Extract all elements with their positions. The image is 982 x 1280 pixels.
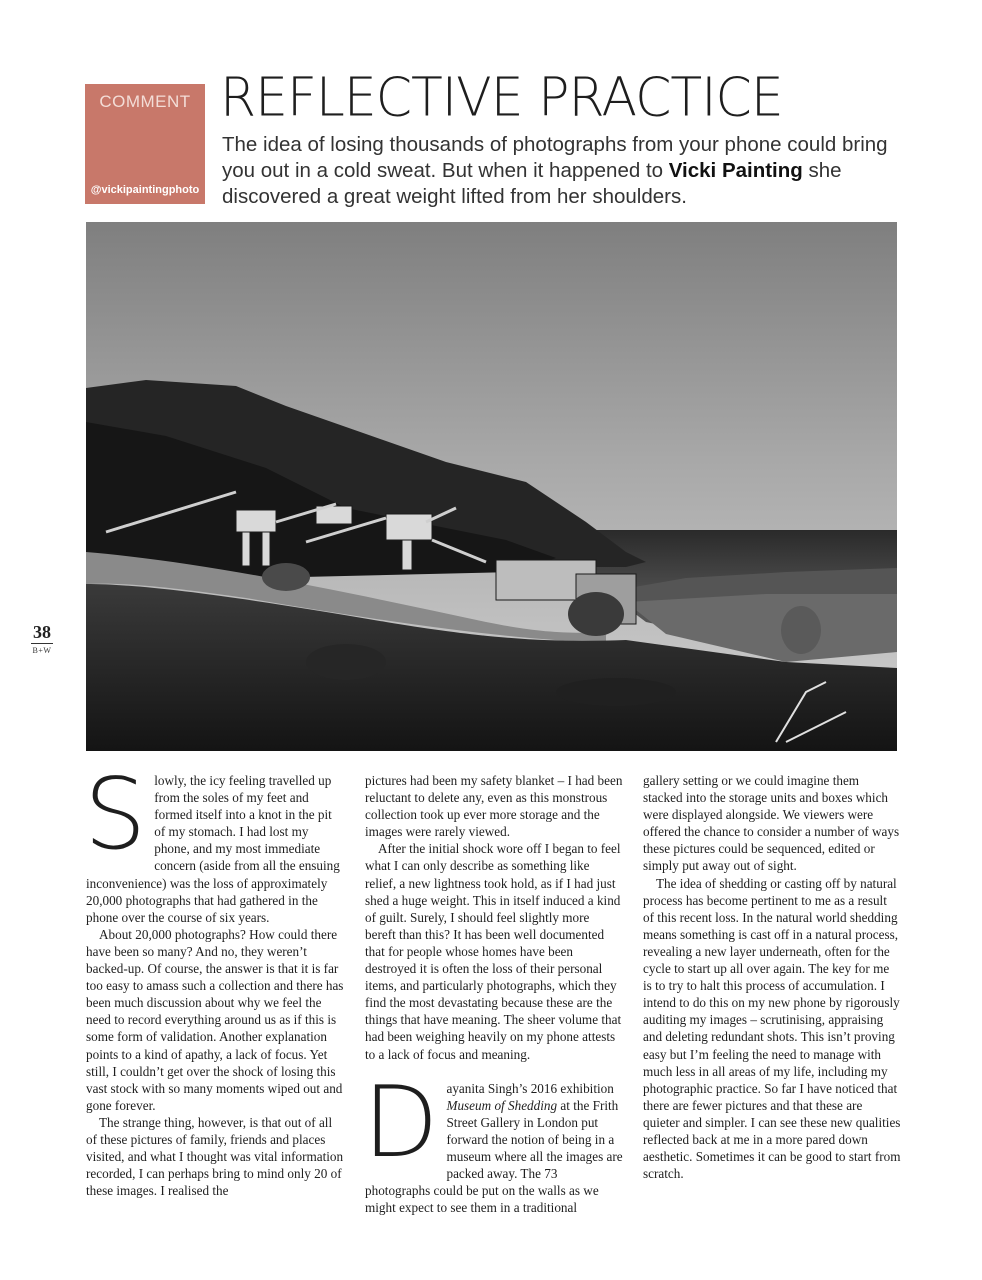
drop-cap: D [363, 1065, 439, 1180]
drop-cap: S [84, 758, 147, 872]
folio-rule [31, 643, 53, 644]
body-column-2 [365, 772, 623, 1216]
page-folio [30, 622, 54, 655]
paragraph: pictures had been my safety blanket – I had been reluctant to delete any, even as this monstrous collection took up ever more storage and the images were rarely viewed. [365, 773, 623, 840]
section-tag [85, 84, 205, 204]
paragraph: Slowly, the icy feeling travelled up from the soles of my feet and formed itself into a knot in the pit of my stomach. I had lost my phone, and my most immediate concern (aside from all the ensuing inconvenience) was the loss of approximately 20,000 photographs that had gathered in the phone over the course of six years. [84, 758, 340, 925]
body-column-3 [643, 772, 901, 1182]
standfirst-tail: she discovered a great weight lifted from her shoulders. [222, 159, 842, 208]
paragraph: About 20,000 photographs? How could there have been so many? And no, they weren’t backed-up. Of course, the answer is that it is far too easy to amass such a collection and there has been much discussion about why we feel the need to record everything around us as if this is some form of validation. Another explanation points to a kind of apathy, a lack of focus. Yet still, I couldn’t get over the shock of losing this vast stock with so many moments wiped out and gone forever. [86, 926, 344, 1113]
paragraph: After the initial shock wore off I began to feel what I can only describe as something like relief, a new lightness took hold, as if I had just shed a huge weight. This in itself induced a kind of guilt. Surely, I should feel slightly more bereft than this? It has been well documented that for people whose homes have been destroyed it is often the loss of their personal items, and particularly photographs, which they find the most devastating because these are the things that have meaning. The sheer volume that had been weighing heavily on my phone attests to a lack of focus and meaning. [365, 841, 622, 1062]
page-number: 38 [33, 622, 51, 642]
exhibition-title: Museum of Shedding [446, 1097, 558, 1113]
section-label: COMMENT [99, 92, 191, 111]
quarry-photograph [86, 222, 897, 751]
magazine-mark: B+W [32, 646, 52, 655]
social-handle: @vickipaintingphoto [90, 184, 200, 196]
paragraph: gallery setting or we could imagine them stacked into the storage units and boxes which were displayed alongside. We viewers were offered the chance to consider a number of ways these pictures could be sequenced, edited or simply put away out of sight. [643, 773, 900, 874]
body-column-1 [84, 758, 344, 1199]
paragraph: The strange thing, however, is that out of all of these pictures of family, friends and places visited, and what I thought was vital information recorded, I can perhaps bring to mind only 20 of these images. I realised the [86, 1114, 344, 1199]
standfirst [222, 132, 902, 210]
headline: REFLECTIVE PRACTICE [220, 67, 783, 129]
author-name: Vicki Painting [668, 159, 803, 182]
standfirst-lead: The idea of losing thousands of photographs from your phone could bring you out in a cold sweat. But when it happened to [222, 133, 888, 182]
paragraph: The idea of shedding or casting off by natural process has become pertinent to me as a result of this recent loss. In the natural world shedding means something is cast off in a natural process, revealing a new layer underneath, often for the cycle to start up all over again. The key for me is to try to halt this process of accumulation. I intend to do this on my new phone by rigorously auditing my images – scrutinising, appraising and deleting redundant shots. This isn’t proving easy but I’m feeling the need to manage with much less in all areas of my life, including my photographic practice. So far I have noticed that there are fewer pictures and that these are quieter and simpler. I can see these new qualities reflected back at me in a more pared down aesthetic. Sometimes it can be good to start from scratch. [643, 875, 901, 1182]
paragraph: Dayanita Singh’s 2016 exhibition Museum of Shedding at the Frith Street Gallery in London put forward the notion of being in a museum where all the images are packed away. The 73 photographs could be put on the walls as we might expect to see them in a traditional [363, 1065, 623, 1216]
